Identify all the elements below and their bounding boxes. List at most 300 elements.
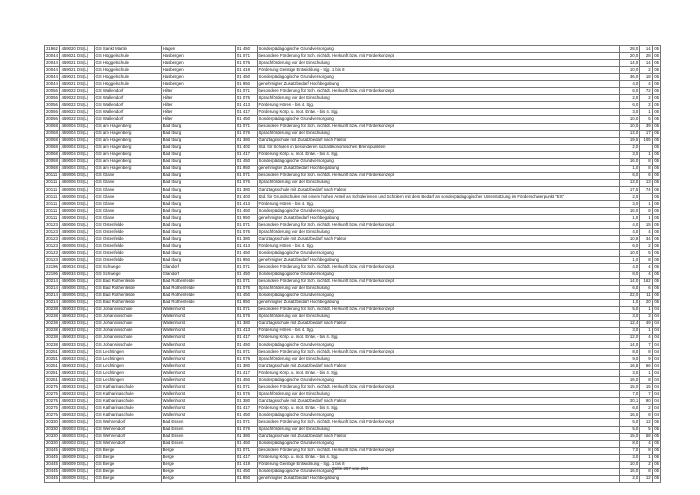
measure-code-cell: 01 450 — [235, 158, 257, 165]
town-cell: Hasbergen — [161, 67, 235, 74]
count-cell: 90 — [640, 398, 652, 405]
measure-code-cell: 01 417 — [235, 405, 257, 412]
flag-cell: 05 — [652, 208, 660, 215]
count-cell: 105 — [640, 137, 652, 144]
flag-cell: 04 — [652, 334, 660, 341]
school-name-cell: GS am Hagenberg — [94, 144, 161, 151]
measure-code-cell: 01 450 — [235, 250, 257, 257]
flag-cell: 05 — [652, 60, 660, 67]
flag-cell: 05 — [652, 271, 660, 278]
measure-description-cell: genehmigter Zusatzbedarf Hochbegabung — [257, 165, 619, 172]
town-cell: Bad Iburg — [161, 243, 235, 250]
count-cell: 8 — [640, 468, 652, 475]
hours-cell: 2,0 — [619, 95, 640, 102]
table-row — [45, 151, 661, 158]
town-cell: Bad Rothenfelde — [161, 278, 235, 285]
table-row — [45, 433, 661, 440]
district-code-cell: 459022 DS(L) — [60, 116, 94, 123]
district-code-cell: 459020 DS(L) — [60, 46, 94, 53]
count-cell: 2 — [640, 405, 652, 412]
count-cell: 20 — [640, 299, 652, 306]
hours-cell: 17,5 — [619, 186, 640, 193]
district-code-cell: 459006 DS(L) — [60, 172, 94, 179]
district-code-cell: 459006 DS(L) — [60, 285, 94, 292]
flag-cell: 05 — [652, 95, 660, 102]
town-cell: Bad Essen — [161, 419, 235, 426]
table-row — [45, 391, 661, 398]
count-cell: 6 — [640, 285, 652, 292]
district-code-cell: 459006 DS(L) — [60, 243, 94, 250]
count-cell: 66 — [640, 363, 652, 370]
table-row — [45, 144, 661, 151]
measure-code-cell: 01 076 — [235, 229, 257, 236]
hours-cell: 1,0 — [619, 215, 640, 222]
school-id-cell: 20044 — [45, 53, 60, 60]
school-name-cell: GS am Hagenberg — [94, 137, 161, 144]
hours-cell: 2,0 — [619, 193, 640, 200]
hours-cell: 10,0 — [619, 461, 640, 468]
school-id-cell: 20275 — [45, 384, 60, 391]
hours-cell: 16,0 — [619, 468, 640, 475]
measure-description-cell: Sprachförderung vor der Einschulung — [257, 356, 619, 363]
town-cell: Hagen — [161, 46, 235, 53]
school-id-cell: 20251 — [45, 370, 60, 377]
town-cell: Glandorf — [161, 264, 235, 271]
school-id-cell: 20238 — [45, 313, 60, 320]
measure-code-cell: 01 413 — [235, 102, 257, 109]
count-cell: 58 — [640, 433, 652, 440]
table-row — [45, 137, 661, 144]
town-cell: Bad Iburg — [161, 201, 235, 208]
school-name-cell: GS Ostenfelde — [94, 257, 161, 264]
table-row — [45, 243, 661, 250]
school-name-cell: GS am Hagenberg — [94, 123, 161, 130]
count-cell: 5 — [640, 426, 652, 433]
table-row — [45, 412, 661, 419]
table-row — [45, 201, 661, 208]
table-row — [45, 349, 661, 356]
town-cell: Bad Rothenfelde — [161, 292, 235, 299]
school-name-cell: GS am Hagenberg — [94, 158, 161, 165]
count-cell: 12 — [640, 475, 652, 482]
table-row — [45, 334, 661, 341]
school-id-cell: 20238 — [45, 334, 60, 341]
flag-cell: 04 — [652, 313, 660, 320]
hours-cell: 3,0 — [619, 370, 640, 377]
town-cell: Bad Essen — [161, 426, 235, 433]
measure-code-cell: 01 402 — [235, 144, 257, 151]
school-id-cell: 20123 — [45, 222, 60, 229]
count-cell: 3 — [640, 313, 652, 320]
flag-cell: 05 — [652, 250, 660, 257]
school-name-cell: GS Katharinaschule — [94, 405, 161, 412]
measure-description-cell: besondere Förderung für Sch. nichtdt. Herkunft bzw. mit Förderkonzept — [257, 172, 619, 179]
school-name-cell: GS Hüggelschule — [94, 60, 161, 67]
school-name-cell: GS Hüggelschule — [94, 81, 161, 88]
town-cell: Bad Iburg — [161, 250, 235, 257]
flag-cell: 05 — [652, 151, 660, 158]
measure-description-cell: Sonderpädagogische Grundversorgung — [257, 46, 619, 53]
school-id-cell: 20123 — [45, 257, 60, 264]
measure-code-cell: 01 450 — [235, 74, 257, 81]
school-name-cell: GS Katharinaschule — [94, 391, 161, 398]
measure-code-cell: 01 071 — [235, 419, 257, 426]
measure-description-cell: besondere Förderung für Sch. nichtdt. Herkunft bzw. mit Förderkonzept — [257, 447, 619, 454]
district-code-cell: 459009 DS(L) — [60, 447, 94, 454]
measure-code-cell: 01 950 — [235, 165, 257, 172]
district-code-cell: 459033 DS(L) — [60, 306, 94, 313]
count-cell: 15 — [640, 384, 652, 391]
measure-description-cell: Förderung Körp. u. mot. Entw. - bis 4. Sjg. — [257, 334, 619, 341]
table-row — [45, 370, 661, 377]
hours-cell: 16,0 — [619, 158, 640, 165]
flag-cell: 05 — [652, 186, 660, 193]
school-id-cell: 20251 — [45, 363, 60, 370]
count-cell: 5 — [640, 250, 652, 257]
hours-cell: 13,0 — [619, 179, 640, 186]
district-code-cell: 459003 DS(L) — [60, 426, 94, 433]
table-row — [45, 67, 661, 74]
measure-code-cell: 01 071 — [235, 264, 257, 271]
school-name-cell: GS Wehrendorf — [94, 433, 161, 440]
measure-description-cell: Std. für Schulen in besonderen sozialökonomischen Brennpunkten — [257, 144, 619, 151]
flag-cell: 05 — [652, 243, 660, 250]
school-name-cell: GS Wehrendorf — [94, 440, 161, 447]
measure-description-cell: Sprachförderung vor der Einschulung — [257, 229, 619, 236]
flag-cell: 04 — [652, 398, 660, 405]
measure-code-cell: 01 380 — [235, 363, 257, 370]
district-code-cell: 459004 DS(L) — [60, 158, 94, 165]
school-name-cell: GS Bad Rothenfelde — [94, 278, 161, 285]
school-id-cell: 20068 — [45, 130, 60, 137]
school-id-cell: 21962 — [45, 46, 60, 53]
school-name-cell: GS Berge — [94, 468, 161, 475]
table-row — [45, 53, 661, 60]
measure-description-cell: Sprachförderung vor der Einschulung — [257, 285, 619, 292]
town-cell: Hilter — [161, 88, 235, 95]
district-code-cell: 459033 DS(L) — [60, 363, 94, 370]
school-id-cell: 20251 — [45, 349, 60, 356]
hours-cell: 36,0 — [619, 74, 640, 81]
district-code-cell: 459006 DS(L) — [60, 257, 94, 264]
measure-code-cell: 01 413 — [235, 243, 257, 250]
hours-cell: 1,0 — [619, 165, 640, 172]
table-row — [45, 440, 661, 447]
town-cell: Bad Essen — [161, 433, 235, 440]
school-id-cell: 20111 — [45, 208, 60, 215]
hours-cell: 3,0 — [619, 201, 640, 208]
measure-description-cell: Förderung Körp. u. mot. Entw. - bis 4. Sjg. — [257, 370, 619, 377]
district-code-cell: 459006 DS(L) — [60, 186, 94, 193]
count-cell: 2 — [640, 95, 652, 102]
district-code-cell: 459022 DS(L) — [60, 88, 94, 95]
hours-cell: 10,0 — [619, 67, 640, 74]
school-id-cell: 20123 — [45, 236, 60, 243]
school-id-cell: 20214 — [45, 285, 60, 292]
town-cell: Bad Iburg — [161, 179, 235, 186]
flag-cell: 04 — [652, 306, 660, 313]
flag-cell: 05 — [652, 102, 660, 109]
hours-cell: 28,0 — [619, 46, 640, 53]
district-code-cell: 459033 DS(L) — [60, 320, 94, 327]
school-name-cell: GS Lechtingen — [94, 356, 161, 363]
hours-cell: 9,0 — [619, 356, 640, 363]
school-id-cell: 20238 — [45, 306, 60, 313]
measure-code-cell: 01 417 — [235, 151, 257, 158]
district-code-cell: 459006 DS(L) — [60, 222, 94, 229]
town-cell: Bad Iburg — [161, 130, 235, 137]
measure-code-cell: 01 076 — [235, 313, 257, 320]
hours-cell: 3,0 — [619, 327, 640, 334]
table-row — [45, 454, 661, 461]
table-row — [45, 229, 661, 236]
flag-cell: 05 — [652, 109, 660, 116]
count-cell: 1 — [640, 201, 652, 208]
school-name-cell: GS Katharinaschule — [94, 412, 161, 419]
school-name-cell: GS Lechtingen — [94, 349, 161, 356]
town-cell: Berge — [161, 454, 235, 461]
page-footer: Seite 267 von 294 — [331, 466, 369, 471]
town-cell: Bad Iburg — [161, 208, 235, 215]
town-cell: Bad Iburg — [161, 123, 235, 130]
school-id-cell: 20275 — [45, 412, 60, 419]
school-name-cell: GS Hüggelschule — [94, 53, 161, 60]
measure-description-cell: genehmigter Zusatzbedarf Hochbegabung — [257, 215, 619, 222]
school-id-cell: 20111 — [45, 172, 60, 179]
table-row — [45, 88, 661, 95]
table-row — [45, 285, 661, 292]
table-row — [45, 363, 661, 370]
school-name-cell: GS Johannisschule — [94, 327, 161, 334]
hours-cell: 6,0 — [619, 88, 640, 95]
school-id-cell: 20445 — [45, 461, 60, 468]
town-cell: Berge — [161, 475, 235, 482]
town-cell: Bad Rothenfelde — [161, 299, 235, 306]
hours-cell: 16,0 — [619, 412, 640, 419]
district-code-cell: 459009 DS(L) — [60, 475, 94, 482]
town-cell: Wallenhorst — [161, 349, 235, 356]
hours-cell: 14,0 — [619, 60, 640, 67]
school-id-cell: 20123 — [45, 243, 60, 250]
school-id-cell: 20068 — [45, 158, 60, 165]
flag-cell: 04 — [652, 405, 660, 412]
table-row — [45, 398, 661, 405]
school-id-cell: 20056 — [45, 116, 60, 123]
school-name-cell: GS am Hagenberg — [94, 130, 161, 137]
town-cell: Hasbergen — [161, 60, 235, 67]
district-code-cell: 459033 DS(L) — [60, 313, 94, 320]
district-code-cell: 459033 DS(L) — [60, 398, 94, 405]
table-row — [45, 193, 661, 200]
count-cell: 8 — [640, 257, 652, 264]
hours-cell: 6,0 — [619, 243, 640, 250]
count-cell: 12 — [640, 419, 652, 426]
school-name-cell: GS Katharinaschule — [94, 398, 161, 405]
table-row — [45, 405, 661, 412]
school-name-cell: GS Johannisschule — [94, 341, 161, 348]
school-name-cell: GS Berge — [94, 475, 161, 482]
flag-cell: 05 — [652, 116, 660, 123]
town-cell: Bad Iburg — [161, 172, 235, 179]
flag-cell: 04 — [652, 356, 660, 363]
school-id-cell: 20068 — [45, 137, 60, 144]
count-cell: 28 — [640, 53, 652, 60]
district-code-cell: 459033 DS(L) — [60, 349, 94, 356]
measure-code-cell: 01 413 — [235, 327, 257, 334]
hours-cell: 6,0 — [619, 102, 640, 109]
table-row — [45, 109, 661, 116]
flag-cell: 05 — [652, 172, 660, 179]
measure-description-cell: Sonderpädagogische Grundversorgung — [257, 412, 619, 419]
measure-description-cell: Sonderpädagogische Grundversorgung — [257, 440, 619, 447]
hours-cell: 3,0 — [619, 109, 640, 116]
measure-code-cell: 01 403 — [235, 193, 257, 200]
flag-cell: 05 — [652, 285, 660, 292]
flag-cell: 05 — [652, 426, 660, 433]
count-cell: 8 — [640, 447, 652, 454]
table-row — [45, 384, 661, 391]
school-id-cell: 20330 — [45, 426, 60, 433]
flag-cell: 05 — [652, 88, 660, 95]
measure-description-cell: besondere Förderung für Sch. nichtdt. Herkunft bzw. mit Förderkonzept — [257, 88, 619, 95]
count-cell: 2 — [640, 67, 652, 74]
hours-cell: 4,0 — [619, 264, 640, 271]
table-row — [45, 341, 661, 348]
school-name-cell: GS Berge — [94, 447, 161, 454]
district-code-cell: 459006 DS(L) — [60, 229, 94, 236]
town-cell: Wallenhorst — [161, 377, 235, 384]
town-cell: Wallenhorst — [161, 363, 235, 370]
count-cell: 4 — [640, 264, 652, 271]
school-id-cell: 20056 — [45, 102, 60, 109]
measure-code-cell: 01 450 — [235, 116, 257, 123]
table-row — [45, 356, 661, 363]
flag-cell: 05 — [652, 179, 660, 186]
measure-description-cell: besondere Förderung für Sch. nichtdt. Herkunft bzw. mit Förderkonzept — [257, 419, 619, 426]
school-name-cell: GS Sankt Martin — [94, 46, 161, 53]
count-cell — [640, 193, 652, 200]
district-code-cell: 459003 DS(L) — [60, 440, 94, 447]
count-cell: 1 — [640, 151, 652, 158]
count-cell: 17 — [640, 130, 652, 137]
table-row — [45, 327, 661, 334]
measure-description-cell: Sonderpädagogische Grundversorgung — [257, 208, 619, 215]
town-cell: Glandorf — [161, 271, 235, 278]
table-row — [45, 95, 661, 102]
measure-description-cell: Förderung Körp. u. mot. Entw. - bis 4. Sjg. — [257, 454, 619, 461]
flag-cell: 05 — [652, 468, 660, 475]
measure-code-cell: 01 950 — [235, 81, 257, 88]
measure-description-cell: Sprachförderung vor der Einschulung — [257, 95, 619, 102]
hours-cell: 14,0 — [619, 278, 640, 285]
town-cell: Bad Essen — [161, 440, 235, 447]
measure-code-cell: 01 071 — [235, 123, 257, 130]
town-cell: Wallenhorst — [161, 370, 235, 377]
school-id-cell: 22196 — [45, 264, 60, 271]
district-code-cell: 459003 DS(L) — [60, 433, 94, 440]
town-cell: Wallenhorst — [161, 398, 235, 405]
district-code-cell: 459033 DS(L) — [60, 341, 94, 348]
school-id-cell: 20445 — [45, 468, 60, 475]
flag-cell: 05 — [652, 278, 660, 285]
district-code-cell: 459006 DS(L) — [60, 299, 94, 306]
flag-cell: 05 — [652, 165, 660, 172]
flag-cell: 05 — [652, 74, 660, 81]
district-code-cell: 459009 DS(L) — [60, 461, 94, 468]
school-id-cell: 20275 — [45, 405, 60, 412]
count-cell: 13 — [640, 179, 652, 186]
school-id-cell: 20214 — [45, 299, 60, 306]
school-id-cell: 20123 — [45, 250, 60, 257]
measure-code-cell: 01 450 — [235, 271, 257, 278]
table-row — [45, 172, 661, 179]
count-cell: 14 — [640, 46, 652, 53]
hours-cell: 3,0 — [619, 313, 640, 320]
school-name-cell: GS Wallendorf — [94, 95, 161, 102]
hours-cell: 13,0 — [619, 130, 640, 137]
school-name-cell: GS Glane — [94, 186, 161, 193]
hours-cell: 14,0 — [619, 341, 640, 348]
district-code-cell: 459004 DS(L) — [60, 137, 94, 144]
hours-cell: 22,0 — [619, 292, 640, 299]
school-id-cell: 20111 — [45, 215, 60, 222]
hours-cell: 4,0 — [619, 222, 640, 229]
table-row — [45, 271, 661, 278]
measure-description-cell: genehmigter Zusatzbedarf Hochbegabung — [257, 81, 619, 88]
school-id-cell: 20044 — [45, 81, 60, 88]
district-code-cell: 459004 DS(L) — [60, 123, 94, 130]
school-id-cell: 20275 — [45, 398, 60, 405]
flag-cell: 05 — [652, 229, 660, 236]
hours-cell: 6,0 — [619, 405, 640, 412]
district-code-cell: 459022 DS(L) — [60, 102, 94, 109]
school-name-cell: GS Wehrendorf — [94, 426, 161, 433]
measure-description-cell: Ganztagsschule mit Zusatzbedarf nach Faktor — [257, 186, 619, 193]
hours-cell: 12,0 — [619, 334, 640, 341]
measure-code-cell: 01 450 — [235, 412, 257, 419]
measure-description-cell: Ganztagsschule mit Zusatzbedarf nach Faktor — [257, 433, 619, 440]
school-name-cell: GS Bad Rothenfelde — [94, 299, 161, 306]
school-name-cell: GS Johannisschule — [94, 334, 161, 341]
count-cell: 4 — [640, 271, 652, 278]
flag-cell: 05 — [652, 81, 660, 88]
measure-description-cell: Ganztagsschule mit Zusatzbedarf nach Faktor — [257, 398, 619, 405]
hours-cell: 16,8 — [619, 363, 640, 370]
measure-description-cell: Sonderpädagogische Grundversorgung — [257, 341, 619, 348]
count-cell: 9 — [640, 356, 652, 363]
measure-description-cell: besondere Förderung für Sch. nichtdt. Herkunft bzw. mit Förderkonzept — [257, 349, 619, 356]
flag-cell: 05 — [652, 137, 660, 144]
town-cell: Wallenhorst — [161, 327, 235, 334]
school-id-cell: 20111 — [45, 179, 60, 186]
flag-cell: 05 — [652, 475, 660, 482]
hours-cell: 6,0 — [619, 285, 640, 292]
school-id-cell: 20068 — [45, 144, 60, 151]
count-cell: 8 — [640, 158, 652, 165]
hours-cell: 8,0 — [619, 271, 640, 278]
flag-cell: 04 — [652, 370, 660, 377]
hours-cell: 20,0 — [619, 53, 640, 60]
measure-description-cell: Sonderpädagogische Grundversorgung — [257, 468, 619, 475]
measure-code-cell: 01 071 — [235, 53, 257, 60]
measure-code-cell: 01 417 — [235, 370, 257, 377]
measure-code-cell: 01 450 — [235, 292, 257, 299]
district-code-cell: 459004 DS(L) — [60, 144, 94, 151]
measure-description-cell: genehmigter Zusatzbedarf Hochbegabung — [257, 475, 619, 482]
measure-code-cell: 01 417 — [235, 454, 257, 461]
table-row — [45, 60, 661, 67]
hours-cell: 3,0 — [619, 151, 640, 158]
